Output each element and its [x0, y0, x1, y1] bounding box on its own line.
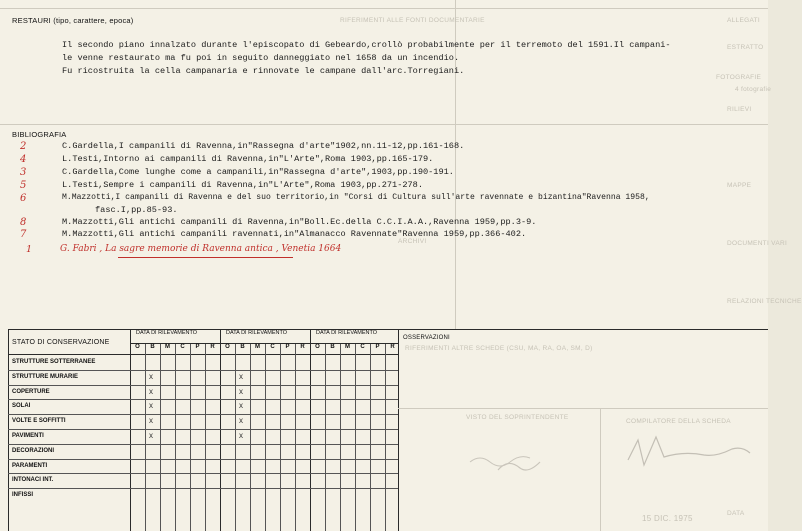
column-header-c: C: [180, 344, 185, 350]
grid-hline: [8, 459, 398, 460]
grid-hline: [8, 473, 398, 474]
bib-num: 2: [20, 141, 27, 152]
condition-mark: x: [149, 386, 153, 396]
rilievi-label: RILIEVI: [727, 106, 752, 113]
grid-hline: [8, 399, 398, 400]
data-label: DATA: [727, 510, 745, 517]
bib-entry: M.Mazzotti,Gli antichi campanili di Ravenna,in"Boll.Ec.della C.C.I.A.A.,Ravenna 1959,pp.3-9.: [62, 217, 537, 227]
condition-row-label: COPERTURE: [12, 388, 50, 395]
grid-vline: [235, 344, 236, 531]
condition-row-label: INTONACI INT.: [12, 477, 54, 484]
handwritten-underline: [118, 257, 293, 258]
condition-row-label: PARAMENTI: [12, 462, 48, 469]
restauri-line-3: Fu ricostruita la cella campanaria e rinnovate le campane dall'arc.Torregiani.: [62, 66, 465, 76]
column-header-m: M: [255, 344, 260, 350]
condition-row-label: STRUTTURE MURARIE: [12, 373, 78, 380]
column-header-p: P: [285, 344, 290, 350]
column-header-o: O: [135, 344, 140, 350]
bib-num: 5: [20, 180, 27, 191]
bib-num: 8: [20, 217, 27, 228]
restauri-line-2: le venne restaurato ma fu poi in seguito danneggiato nel 1658 da un incendio.: [62, 53, 460, 63]
signature-rule: [398, 408, 768, 409]
grid-vline: [250, 344, 251, 531]
condition-mark: x: [239, 416, 243, 426]
grid-hline: [8, 385, 398, 386]
bib-entry: C.Gardella,I campanili di Ravenna,in"Rassegna d'arte"1902,nn.11-12,pp.161-168.: [62, 141, 465, 151]
column-header-r: R: [300, 344, 305, 350]
condition-row-label: VOLTE E SOFFITTI: [12, 418, 66, 425]
column-header-r: R: [390, 344, 395, 350]
bib-entry: L.Testi,Intorno ai campanili di Ravenna,in"L'Arte",Roma 1903,pp.165-179.: [62, 154, 434, 164]
bib-entry: C.Gardella,Come lunghe come a campanili,in"Rassegna d'arte",1903,pp.190-191.: [62, 167, 454, 177]
compilatore-label: COMPILATORE DELLA SCHEDA: [626, 418, 731, 425]
column-header-b: B: [330, 344, 335, 350]
condition-mark: x: [239, 431, 243, 440]
table-col-divider: [310, 329, 311, 531]
condition-mark: x: [239, 386, 243, 396]
restauri-label: RESTAURI (tipo, carattere, epoca): [12, 16, 134, 25]
riferimenti-label: RIFERIMENTI ALLE FONTI DOCUMENTARIE: [340, 17, 485, 24]
top-rule: [0, 8, 768, 9]
condition-mark: x: [149, 371, 153, 381]
grid-vline: [160, 344, 161, 531]
bib-handwritten-entry: G. Fabri , La sagre memorie di Ravenna antica , Venetia 1664: [60, 244, 342, 254]
data-rilevamento-3: DATA DI RILEVAMENTO: [316, 330, 378, 336]
relazioni-label: RELAZIONI TECNICHE: [727, 298, 802, 305]
soprintendente-signature: [470, 457, 530, 466]
restauri-line-1: Il secondo piano innalzato durante l'episcopato di Gebeardo,crollò probabilmente per il terremoto del 1591.Il campani-: [62, 40, 671, 50]
column-header-b: B: [240, 344, 245, 350]
grid-hline: [8, 429, 398, 430]
grid-vline: [340, 344, 341, 531]
bib-num: 4: [20, 154, 27, 165]
column-header-p: P: [195, 344, 200, 350]
grid-hline: [8, 488, 398, 489]
bib-num: 6: [20, 193, 27, 204]
column-header-m: M: [165, 344, 170, 350]
stato-label: STATO DI CONSERVAZIONE: [12, 339, 110, 346]
grid-vline: [295, 344, 296, 531]
table-col-divider: [130, 329, 131, 531]
grid-hline: [8, 444, 398, 445]
condition-row-label: STRUTTURE SOTTERRANEE: [12, 359, 96, 365]
column-header-o: O: [315, 344, 320, 350]
signature-divider: [600, 408, 601, 531]
grid-vline: [355, 344, 356, 531]
estratto-label: ESTRATTO: [727, 44, 764, 51]
condition-mark: x: [149, 401, 153, 411]
grid-vline: [190, 344, 191, 531]
allegati-label: ALLEGATI: [727, 17, 760, 24]
bib-entry: M.Mazzotti,Gli antichi campanili ravennati,in"Almanacco Ravennate"Ravenna 1959,pp.366-402.: [62, 229, 527, 239]
section-rule: [0, 124, 768, 125]
table-col-divider: [220, 329, 221, 531]
condition-mark: x: [149, 416, 153, 426]
condition-mark: x: [149, 431, 153, 440]
condition-row-label: DECORAZIONI: [12, 447, 54, 454]
bib-num: 7: [20, 229, 27, 240]
data-rilevamento-2: DATA DI RILEVAMENTO: [226, 330, 288, 336]
grid-vline: [325, 344, 326, 531]
condition-mark: x: [239, 401, 243, 411]
grid-vline: [205, 344, 206, 531]
documenti-vari-label: DOCUMENTI VARI: [727, 240, 788, 247]
osservazioni-label: OSSERVAZIONI: [403, 335, 450, 341]
grid-hline: [8, 370, 398, 371]
stamp-date: 15 DIC. 1975: [642, 514, 693, 523]
bib-handwritten-num: 1: [26, 244, 33, 255]
bib-entry: fasc.I,pp.85-93.: [95, 205, 178, 215]
archivi-label: ARCHIVI: [398, 238, 427, 245]
column-header-m: M: [345, 344, 350, 350]
column-header-p: P: [375, 344, 380, 350]
column-header-b: B: [150, 344, 155, 350]
altre-schede-label: RIFERIMENTI ALTRE SCHEDE (CSU, MA, RA, OA, SM, D): [405, 345, 593, 352]
bibliografia-label: BIBLIOGRAFIA: [12, 130, 67, 139]
bib-entry: L.Testi,Sempre i campanili di Ravenna,in"L'Arte",Roma 1903,pp.271-278.: [62, 180, 423, 190]
condition-row-label: INFISSI: [12, 492, 34, 499]
column-header-o: O: [225, 344, 230, 350]
grid-vline: [385, 344, 386, 531]
soprintendente-label: VISTO DEL SOPRINTENDENTE: [466, 414, 569, 421]
mappe-label: MAPPE: [727, 182, 752, 189]
condition-mark: x: [239, 371, 243, 381]
grid-vline: [175, 344, 176, 531]
condition-row-label: PAVIMENTI: [12, 433, 44, 439]
condition-row-label: SOLAI: [12, 403, 31, 410]
data-rilevamento-1: DATA DI RILEVAMENTO: [136, 330, 198, 336]
column-header-c: C: [270, 344, 275, 350]
grid-vline: [265, 344, 266, 531]
compilatore-signature: [628, 437, 750, 465]
grid-vline: [370, 344, 371, 531]
bib-num: 3: [20, 167, 27, 178]
column-header-r: R: [210, 344, 215, 350]
grid-vline: [145, 344, 146, 531]
bib-entry: M.Mazzotti,I campanili di Ravenna e del suo territorio,in "Corsi di Cultura sull'arte ravennate e bizantina"Ravenna 1958,: [62, 193, 650, 202]
table-col-divider: [398, 329, 399, 531]
fotografie-label: FOTOGRAFIE: [716, 74, 762, 81]
grid-vline: [280, 344, 281, 531]
fotografie-value: 4 fotografie: [735, 86, 772, 93]
soprintendente-signature-2: [498, 462, 540, 470]
grid-hline: [8, 414, 398, 415]
column-header-c: C: [360, 344, 365, 350]
table-left-border: [8, 329, 9, 531]
